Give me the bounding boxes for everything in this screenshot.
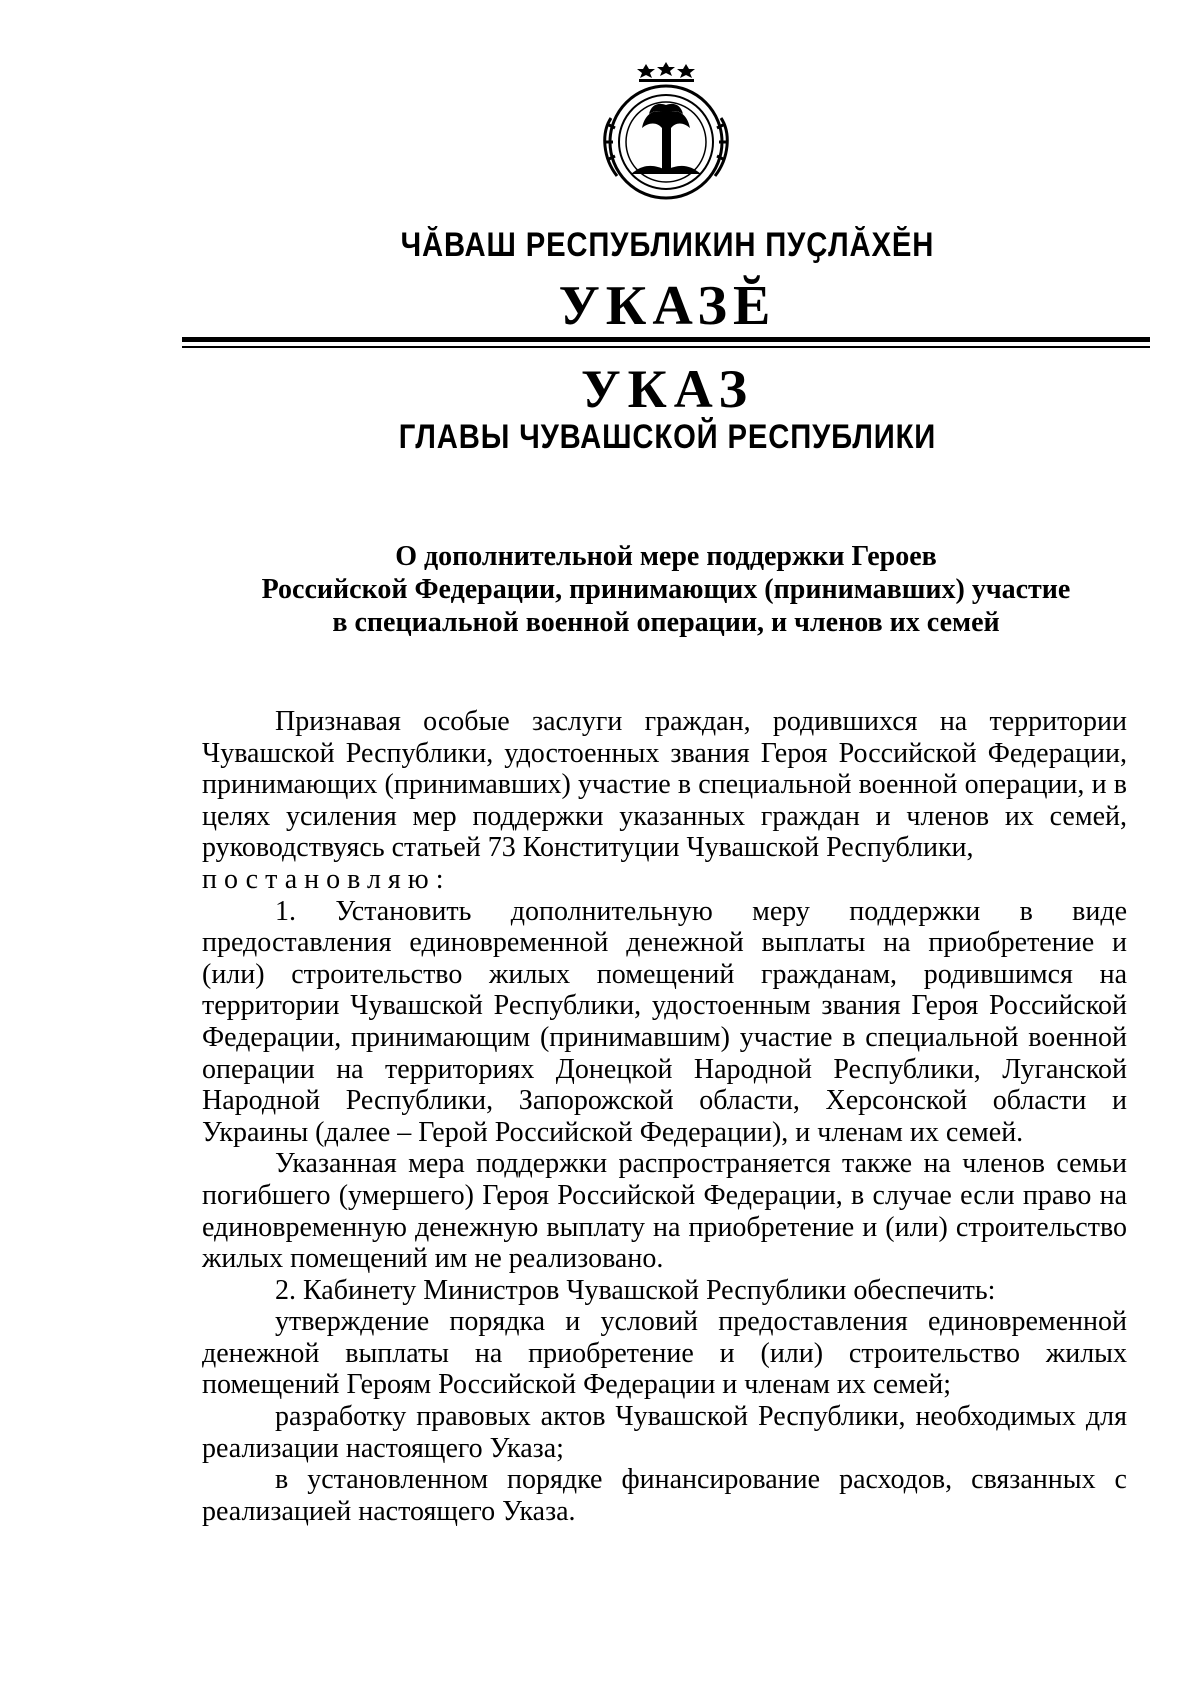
- header-divider-thick: [182, 337, 1150, 342]
- coat-of-arms-emblem: [593, 58, 740, 208]
- clause-2-item: в установленном порядке финансирование расходов, связанных с реализацией настоящего Указа.: [202, 1464, 1127, 1527]
- preamble-paragraph: Признавая особые заслуги граждан, родившихся на территории Чувашской Республики, удостоенных звания Героя Российской Федерации, принимающих (принимавших) участие в специальной военной операции, и в целях усиления мер поддержки указанных граждан и членов их семей, руководствуясь статьей 73 Конституции Чувашской Республики,: [202, 706, 1127, 864]
- russian-authority-heading: ГЛАВЫ ЧУВАШСКОЙ РЕСПУБЛИКИ: [398, 418, 937, 456]
- decree-body: [202, 706, 1127, 1527]
- clause-2-item: утверждение порядка и условий предоставления единовременной денежной выплаты на приобретение и (или) строительство жилых помещений Героям Российской Федерации и членам их семей;: [202, 1306, 1127, 1401]
- decree-title-line: в специальной военной операции, и членов их семей: [332, 607, 1000, 638]
- resolution-word: постановляю:: [202, 863, 451, 895]
- chuvash-authority-heading: ЧĂВАШ РЕСПУБЛИКИН ПУҪЛĂХĔН: [400, 226, 935, 264]
- clause-1: 1. Установить дополнительную меру поддержки в виде предоставления единовременной денежной выплаты на приобретение и (или) строительство жилых помещений гражданам, родившимся на территории Чувашской Республики, удостоенным звания Героя Российской Федерации, принимающим (принимавшим) участие в специальной военной операции на территориях Донецкой Народной Республики, Луганской Народной Республики, Запорожской области, Херсонской области и Украины (далее – Герой Российской Федерации), и членам их семей.: [202, 895, 1127, 1148]
- decree-title-line: Российской Федерации, принимающих (принимавших) участие: [261, 574, 1071, 605]
- clause-2-item: разработку правовых актов Чувашской Республики, необходимых для реализации настоящего Указа;: [202, 1401, 1127, 1464]
- decree-title-line: О дополнительной мере поддержки Героев: [395, 541, 937, 572]
- clause-2: 2. Кабинету Министров Чувашской Республики обеспечить:: [275, 1274, 996, 1306]
- header-divider-thin: [182, 346, 1150, 348]
- chuvash-decree-heading: УКАЗĔ: [558, 275, 777, 337]
- decree-title: [182, 540, 1150, 639]
- russian-decree-heading: УКАЗ: [581, 359, 754, 419]
- clause-1-extension: Указанная мера поддержки распространяется также на членов семьи погибшего (умершего) Героя Российской Федерации, в случае если право на единовременную денежную выплату на приобретение и (или) строительство жилых помещений им не реализовано.: [202, 1148, 1127, 1275]
